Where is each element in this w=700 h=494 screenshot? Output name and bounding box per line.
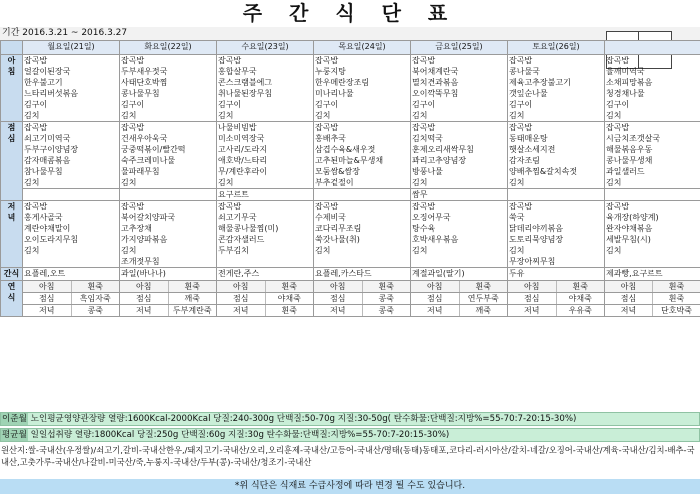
lunch-extra-row	[1, 189, 700, 201]
menu-item: 고사리/도라지	[218, 145, 268, 154]
porridge-type: 깨죽	[184, 294, 200, 303]
menu-item: 홍게사골국	[24, 213, 63, 222]
porridge-day-cell[interactable]	[508, 281, 605, 293]
snack-label[interactable]: 간식	[1, 268, 23, 281]
porridge-meal-time: 저녁	[605, 305, 653, 316]
menu-item	[24, 256, 118, 267]
menu-item: 잡곡밥	[412, 123, 436, 132]
porridge-type: 흰죽	[71, 281, 119, 292]
menu-item: 김구이	[121, 100, 145, 109]
day-header[interactable]: 수요일(23일)	[217, 41, 314, 55]
lunch-extra-cell[interactable]	[605, 189, 700, 201]
menu-item: 모둠쌈&쌈장	[315, 167, 360, 176]
lunch-extra-cell[interactable]	[23, 189, 120, 201]
porridge-type: 흰죽	[556, 281, 604, 292]
porridge-day-cell[interactable]	[217, 281, 314, 293]
dinner-menu-cell[interactable]	[23, 201, 120, 268]
menu-item: 참나물무침	[24, 167, 63, 176]
porridge-day-cell[interactable]	[120, 305, 217, 317]
menu-item: 감자조림	[509, 156, 540, 165]
porridge-type: 두부계란죽	[172, 306, 212, 315]
nutrition-average-row	[0, 428, 700, 442]
dinner-label[interactable]: 저 녁	[1, 201, 23, 268]
page-title: 주 간 식 단 표	[242, 1, 458, 25]
menu-item: 잡곡밥	[509, 123, 533, 132]
lunch-extra-cell[interactable]: 요구르트	[217, 189, 314, 201]
snack-cell[interactable]: 요플레,오트	[23, 268, 120, 281]
porridge-row	[1, 281, 700, 293]
breakfast-menu-cell[interactable]	[508, 55, 605, 122]
menu-item: 부추겉절이	[315, 178, 354, 187]
menu-item: 조개젓무침	[121, 257, 160, 266]
porridge-meal-time: 아침	[508, 281, 556, 292]
porridge-meal-time: 아침	[314, 281, 362, 292]
porridge-day-cell[interactable]	[314, 305, 411, 317]
menu-item: 잡곡밥	[412, 202, 436, 211]
snack-cell[interactable]: 두유	[508, 268, 605, 281]
snack-cell[interactable]: 제과빵,요구르트	[605, 268, 700, 281]
porridge-type: 콩죽	[87, 306, 103, 315]
menu-item: 김치	[121, 178, 137, 187]
porridge-type: 흰죽	[362, 281, 410, 292]
menu-item: 오이깍뚝무침	[412, 89, 459, 98]
menu-item: 잡곡밥	[121, 56, 145, 65]
porridge-meal-time: 아침	[605, 281, 653, 292]
porridge-type: 흰죽	[653, 281, 700, 292]
menu-item: 김치	[24, 246, 40, 255]
porridge-meal-time: 저녁	[120, 305, 168, 316]
breakfast-menu-cell[interactable]	[23, 55, 120, 122]
menu-item: 김구이	[218, 100, 242, 109]
menu-item: 김치	[121, 246, 137, 255]
menu-item: 김구이	[24, 100, 48, 109]
menu-item: 쇠고기미역국	[24, 134, 71, 143]
porridge-type: 단호박죽	[661, 306, 692, 315]
menu-item: 김치	[606, 246, 622, 255]
menu-item: 과일샐러드	[606, 167, 645, 176]
menu-item: 김치	[315, 111, 331, 120]
menu-item: 무장아찌무침	[509, 257, 556, 266]
menu-item: 북어채계란국	[412, 67, 459, 76]
menu-item: 율깨미역국	[606, 67, 645, 76]
menu-item: 호박새우볶음	[412, 235, 459, 244]
menu-item: 잡곡밥	[606, 202, 630, 211]
porridge-day-cell[interactable]	[411, 305, 508, 317]
nutrition-text: 일일섭취량 열량:1800Kcal 당질:250g 단백질:60g 지질:30g 탄수화물:단백질:지방%=55-70:7-20:15-30%)	[30, 430, 450, 440]
menu-item: 해물콩나물찜(미)	[218, 224, 279, 233]
menu-item: 무/계란후라이	[218, 167, 268, 176]
porridge-type: 깨죽	[475, 306, 491, 315]
menu-item: 쑥갓나물(취)	[315, 235, 360, 244]
porridge-label[interactable]: 연 식	[1, 281, 23, 317]
lunch-menu-cell[interactable]	[508, 122, 605, 189]
menu-item: 닭데리야끼볶음	[509, 224, 564, 233]
menu-item: 애호박/느타리	[218, 156, 268, 165]
dinner-menu-cell[interactable]	[217, 201, 314, 268]
day-header[interactable]: 금요일(25일)	[411, 41, 508, 55]
menu-item: 김치떡국	[412, 134, 443, 143]
origin-info: 원산지:쌀-국내산(우정쌀)/쇠고기,갈비-국내산한우,/돼지고기-국내산/오리,오리훈제-국내산/고등어-국내산/명태(동태)동태포,코다리-러시아산/갈치-네갈/오징어-국내산/계육-국내산/김치-배추-국내산,고춧가루-국내산/나갈비-미국산/죽,누룽지-국내산/두부(콩)-국내산/청조기-국내산	[1, 445, 695, 467]
menu-item: 시금치조갯살국	[606, 134, 661, 143]
porridge-meal-time: 아침	[120, 281, 168, 292]
menu-item: 두부김치	[218, 246, 249, 255]
menu-item: 나물비빔밥	[218, 123, 257, 132]
menu-item: 김치	[412, 111, 428, 120]
menu-item: 김치	[509, 178, 525, 187]
menu-item: 김치	[218, 178, 234, 187]
menu-item: 잡곡밥	[218, 56, 242, 65]
porridge-meal-time: 아침	[217, 281, 265, 292]
porridge-meal-time: 아침	[411, 281, 459, 292]
porridge-type: 우유죽	[568, 306, 592, 315]
menu-item: 잡곡밥	[24, 123, 48, 132]
menu-item: 잡곡밥	[509, 56, 533, 65]
lunch-menu-cell[interactable]	[23, 122, 120, 189]
snack-cell[interactable]: 전게란,주스	[217, 268, 314, 281]
porridge-type: 콩죽	[378, 294, 394, 303]
menu-item: 양배추찜&갈치속젓	[509, 167, 578, 176]
menu-item: 소채피망볶음	[606, 78, 653, 87]
porridge-type: 야채죽	[277, 294, 301, 303]
menu-item: 해물볶음우동	[606, 145, 653, 154]
dinner-menu-cell[interactable]	[120, 201, 217, 268]
menu-item: 코다리무조림	[315, 224, 362, 233]
porridge-day-cell[interactable]	[23, 293, 120, 305]
menu-item: 세발무침(시)	[606, 235, 651, 244]
menu-item: 잡곡밥	[315, 202, 339, 211]
menu-item: 잡곡밥	[606, 123, 630, 132]
menu-item: 느타리버섯볶음	[24, 89, 79, 98]
menu-item: 제육고추장불고기	[509, 78, 571, 87]
porridge-meal-time: 저녁	[23, 305, 71, 316]
menu-item: 김치	[509, 111, 525, 120]
menu-item: 두부새우젓국	[121, 67, 168, 76]
nutrition-text: 노인평균영양관장량 열량:1600Kcal-2000Kcal 당질:240-300g 단백질:50-70g 지질:30-50g( 탄수화물:단백질:지방%=55-70:7-20:15-30%)	[30, 414, 577, 424]
lunch-menu-cell[interactable]	[411, 122, 508, 189]
day-header[interactable]: 목요일(24일)	[314, 41, 411, 55]
menu-item: 김치	[412, 246, 428, 255]
menu-item: 잡곡밥	[218, 202, 242, 211]
day-header[interactable]	[605, 41, 700, 55]
menu-item: 김치	[606, 178, 622, 187]
porridge-type: 연두부죽	[467, 294, 499, 303]
menu-item: 잡곡밥	[121, 202, 145, 211]
menu-item: 육개장(하양계)	[606, 213, 659, 222]
porridge-day-cell[interactable]	[605, 293, 700, 305]
menu-item: 김구이	[315, 100, 339, 109]
dinner-menu-cell[interactable]	[508, 201, 605, 268]
menu-item: 쇠고기무국	[218, 213, 257, 222]
snack-cell[interactable]: 계절과일(딸기)	[411, 268, 508, 281]
lunch-extra-cell[interactable]	[314, 189, 411, 201]
porridge-day-cell[interactable]	[605, 281, 700, 293]
breakfast-menu-cell[interactable]	[120, 55, 217, 122]
snack-row	[1, 268, 700, 281]
porridge-meal-time: 저녁	[508, 305, 556, 316]
menu-item: 탕수육	[412, 224, 436, 233]
menu-item: 오징어무국	[412, 213, 451, 222]
menu-item: 수제비국	[315, 213, 346, 222]
menu-item: 김치	[412, 178, 428, 187]
lunch-menu-cell[interactable]	[314, 122, 411, 189]
menu-item: 김치	[121, 111, 137, 120]
menu-item	[218, 256, 312, 267]
menu-item: 잡곡밥	[412, 56, 436, 65]
menu-item: 건새우아욱국	[121, 134, 168, 143]
lunch-menu-cell[interactable]	[120, 122, 217, 189]
menu-item: 콩나물무생채	[606, 156, 653, 165]
day-header-row	[1, 41, 700, 55]
menu-item: 콩나물무침	[121, 89, 160, 98]
porridge-day-cell[interactable]	[314, 281, 411, 293]
day-header[interactable]: 토요일(26일)	[508, 41, 605, 55]
menu-item: 홍합살무국	[218, 67, 257, 76]
menu-item: 김치	[509, 246, 525, 255]
porridge-day-cell[interactable]	[23, 281, 120, 293]
snack-cell[interactable]: 과일(바나나)	[120, 268, 217, 281]
nutrition-standard-row	[0, 412, 700, 426]
porridge-meal-time: 점심	[605, 293, 653, 304]
notice-bar: *위 식단은 식재료 수급사정에 따라 변경 될 수도 있습니다.	[0, 479, 700, 494]
menu-item: 삼겹수육&새우젓	[315, 145, 376, 154]
menu-item: 고추된마늘&무생채	[315, 156, 384, 165]
dinner-menu-cell[interactable]	[411, 201, 508, 268]
menu-item: 쑥국	[509, 213, 525, 222]
porridge-day-cell[interactable]	[23, 305, 120, 317]
porridge-meal-time: 점심	[411, 293, 459, 304]
menu-item: 멸치견과볶음	[412, 78, 459, 87]
breakfast-row	[1, 55, 700, 122]
weekly-menu-table	[0, 40, 700, 317]
lunch-extra-cell[interactable]: 쌈무	[411, 189, 508, 201]
menu-item: 잡곡밥	[24, 202, 48, 211]
menu-item: 숙주크레미나물	[121, 156, 176, 165]
porridge-day-cell[interactable]	[314, 293, 411, 305]
menu-item: 김치	[606, 111, 622, 120]
porridge-type: 흰죽	[265, 281, 313, 292]
menu-item: 김치	[24, 178, 40, 187]
menu-item: 김치	[24, 111, 40, 120]
menu-item: 가지양파볶음	[121, 235, 168, 244]
menu-item: 북어갈치양파국	[121, 213, 176, 222]
lunch-menu-cell[interactable]	[217, 122, 314, 189]
porridge-meal-time: 점심	[314, 293, 362, 304]
menu-item: 감자매콤볶음	[24, 156, 71, 165]
menu-item: 궁중떡볶이/빨간떡	[121, 145, 186, 154]
menu-item: 고추장채	[121, 224, 152, 233]
menu-item: 청경채나물	[606, 89, 645, 98]
menu-item: 잡곡밥	[315, 123, 339, 132]
menu-item: 콘감자샐러드	[218, 235, 265, 244]
lunch-label[interactable]: 점 심	[1, 122, 23, 201]
porridge-day-cell[interactable]	[508, 293, 605, 305]
menu-item: 사태단호박찜	[121, 78, 168, 87]
porridge-day-cell[interactable]	[120, 281, 217, 293]
breakfast-menu-cell[interactable]	[217, 55, 314, 122]
period-row	[0, 27, 700, 40]
snack-cell[interactable]: 요플레,카스타드	[314, 268, 411, 281]
dinner-row	[1, 201, 700, 268]
nutrition-tag: 평균월	[2, 430, 27, 440]
menu-item: 두부구이양념장	[24, 145, 79, 154]
porridge-type: 흰죽	[281, 306, 297, 315]
menu-item: 김치	[315, 246, 331, 255]
nutrition-tag: 이준월	[2, 414, 27, 424]
porridge-day-cell[interactable]	[120, 293, 217, 305]
menu-item	[606, 256, 699, 267]
menu-item: 잡곡밥	[509, 202, 533, 211]
corner-cell[interactable]	[1, 41, 23, 55]
porridge-day-cell[interactable]	[217, 293, 314, 305]
menu-item: 김구이	[509, 100, 533, 109]
day-header[interactable]: 화요일(22일)	[120, 41, 217, 55]
porridge-type: 야채죽	[568, 294, 592, 303]
porridge-type: 콩죽	[378, 306, 394, 315]
porridge-meal-time: 저녁	[217, 305, 265, 316]
dinner-menu-cell[interactable]	[605, 201, 700, 268]
menu-item: 잡곡밥	[121, 123, 145, 132]
menu-item: 김치	[218, 111, 234, 120]
breakfast-menu-cell[interactable]	[411, 55, 508, 122]
breakfast-menu-cell[interactable]	[314, 55, 411, 122]
menu-item: 훈제오리새싹무침	[412, 145, 474, 154]
menu-item: 잡곡밥	[606, 56, 630, 65]
menu-item: 오이도라지무침	[24, 235, 79, 244]
menu-item: 미소미역장국	[218, 134, 265, 143]
lunch-row	[1, 122, 700, 189]
menu-item: 완자야채볶음	[606, 224, 653, 233]
menu-item: 잡곡밥	[315, 56, 339, 65]
menu-item: 도토리묵양념장	[509, 235, 564, 244]
menu-item: 김구이	[412, 100, 436, 109]
menu-item: 갯잎순나물	[509, 89, 548, 98]
porridge-meal-time: 점심	[508, 293, 556, 304]
porridge-meal-time: 저녁	[411, 305, 459, 316]
menu-item: 꽈리고추양념장	[412, 156, 467, 165]
menu-item: 물파래무침	[121, 167, 160, 176]
menu-item: 동태매운탕	[509, 134, 548, 143]
porridge-meal-time: 점심	[120, 293, 168, 304]
menu-item: 한우불고기	[24, 78, 63, 87]
porridge-row	[1, 293, 700, 305]
breakfast-menu-cell[interactable]	[605, 55, 700, 122]
porridge-type: 흰죽	[168, 281, 216, 292]
porridge-day-cell[interactable]	[217, 305, 314, 317]
lunch-extra-cell[interactable]	[120, 189, 217, 201]
porridge-row	[1, 305, 700, 317]
porridge-type: 흑임자죽	[79, 294, 111, 303]
menu-item: 한우메란장조림	[315, 78, 370, 87]
porridge-day-cell[interactable]	[508, 305, 605, 317]
menu-item: 얼갈이된장국	[24, 67, 71, 76]
lunch-menu-cell[interactable]	[605, 122, 700, 189]
menu-item: 콘스크램블에그	[218, 78, 273, 87]
porridge-meal-time: 점심	[23, 293, 71, 304]
porridge-meal-time: 점심	[217, 293, 265, 304]
menu-item: 계란야채말이	[24, 224, 71, 233]
breakfast-label[interactable]: 아 침	[1, 55, 23, 122]
porridge-meal-time: 저녁	[314, 305, 362, 316]
lunch-extra-cell[interactable]	[508, 189, 605, 201]
menu-item	[315, 256, 409, 267]
menu-item: 누룽지탕	[315, 67, 346, 76]
menu-item: 콩나물국	[509, 67, 540, 76]
porridge-type: 흰죽	[668, 294, 685, 303]
porridge-day-cell[interactable]	[411, 293, 508, 305]
porridge-meal-time: 아침	[23, 281, 71, 292]
menu-item	[412, 256, 506, 267]
menu-item: 취나물된장무침	[218, 89, 273, 98]
period-label: 기간 2016.3.21 ~ 2016.3.27	[2, 28, 128, 38]
menu-item: 홍배추국	[315, 134, 346, 143]
menu-item: 방풍나물	[412, 167, 443, 176]
porridge-day-cell[interactable]	[605, 305, 700, 317]
dinner-menu-cell[interactable]	[314, 201, 411, 268]
porridge-type: 흰죽	[459, 281, 507, 292]
menu-item: 미나리나물	[315, 89, 354, 98]
menu-item: 햇살소세지전	[509, 145, 556, 154]
menu-item: 잡곡밥	[24, 56, 48, 65]
porridge-day-cell[interactable]	[411, 281, 508, 293]
day-header[interactable]: 월요일(21일)	[23, 41, 120, 55]
menu-item: 김구이	[606, 100, 630, 109]
